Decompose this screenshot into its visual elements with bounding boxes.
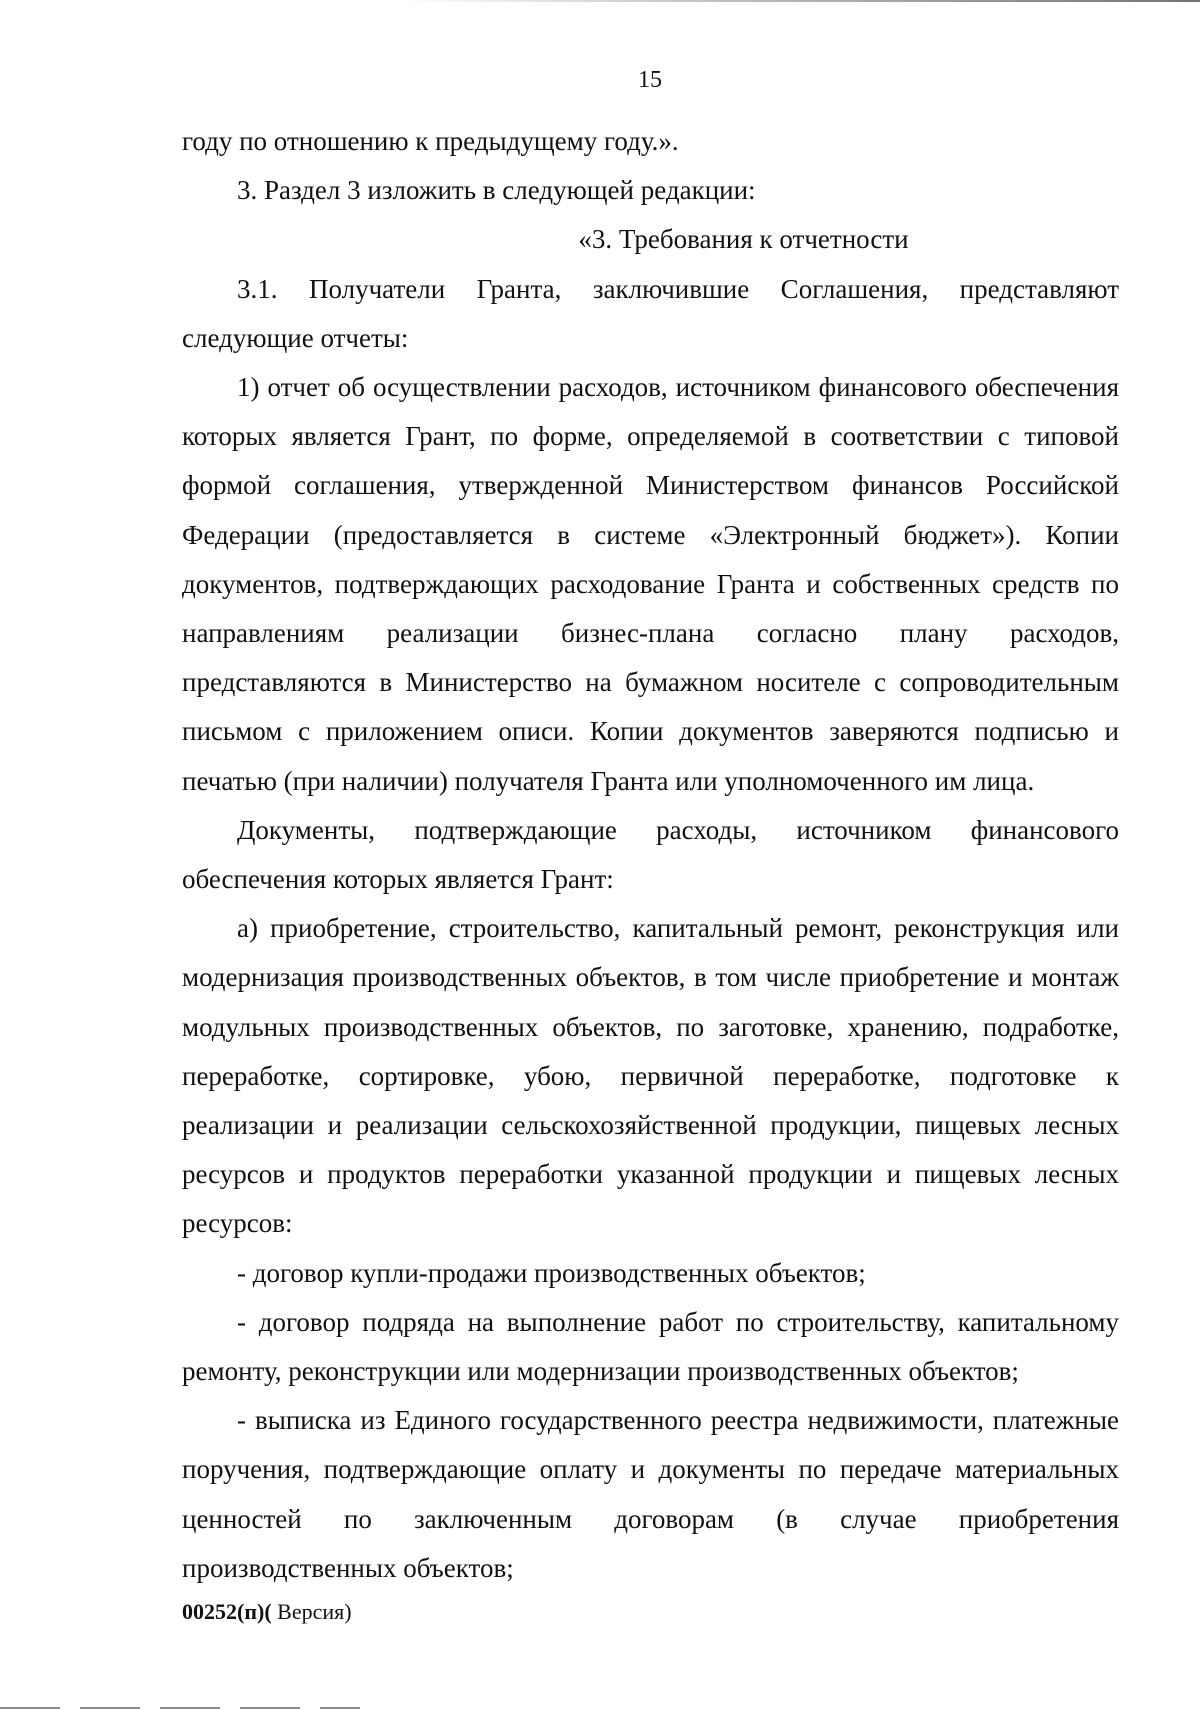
- scan-edge-bottom: [0, 1707, 360, 1709]
- paragraph-item-1: 1) отчет об осуществлении расходов, источником финансового обеспечения которых является Грант, по форме, определяемой в соответствии с типовой формой соглашения, утвержденной Министерством финансов Российской Федерации (предоставляется в системе «Электронный бюджет»). Копии документов, подтверждающих расходование Гранта и собственных средств по направлениям реализации бизнес-плана согласно плану расходов, представляются в Министерство на бумажном носителе с сопроводительным письмом с приложением описи. Копии документов заверяются подписью и печатью (при наличии) получателя Гранта или уполномоченного им лица.: [182, 372, 1119, 796]
- paragraph-item-a: а) приобретение, строительство, капитальный ремонт, реконструкция или модернизация производственных объектов, в том числе приобретение и монтаж модульных производственных объектов, по заготовке, хранению, подработке, переработке, сортировке, убою, первичной переработке, подготовке к реализации и реализации сельскохозяйственной продукции, пищевых лесных ресурсов и продуктов переработки указанной продукции и пищевых лесных ресурсов:: [182, 913, 1119, 1239]
- footer-version: Версия): [271, 1599, 352, 1624]
- document-footer-code: [182, 1598, 352, 1626]
- scan-edge-top: [400, 0, 1200, 2]
- section-heading: «3. Требования к отчетности: [578, 224, 909, 255]
- list-item-sale-contract: - договор купли-продажи производственных объектов;: [237, 1257, 866, 1288]
- paragraph-continuation: году по отношению к предыдущему году.».: [182, 126, 679, 156]
- page-number: 15: [638, 67, 662, 93]
- footer-doc-number: 00252(п)(: [182, 1599, 272, 1624]
- document-body: [182, 117, 1119, 1593]
- list-item-work-contract: - договор подряда на выполнение работ по строительству, капитальному ремонту, реконструкции или модернизации производственных объектов;: [182, 1306, 1119, 1387]
- paragraph-3-1: 3.1. Получатели Гранта, заключившие Соглашения, представляют следующие отчеты:: [182, 273, 1119, 353]
- paragraph-section-instruction: 3. Раздел 3 изложить в следующей редакции:: [237, 175, 756, 206]
- list-item-registry-extract: - выписка из Единого государственного реестра недвижимости, платежные поручения, подтверждающие оплату и документы по передаче материальных ценностей по заключенным договорам (в случае приобретения производственных объектов;: [182, 1405, 1119, 1583]
- paragraph-documents-intro: Документы, подтверждающие расходы, источником финансового обеспечения которых является Грант:: [182, 814, 1119, 895]
